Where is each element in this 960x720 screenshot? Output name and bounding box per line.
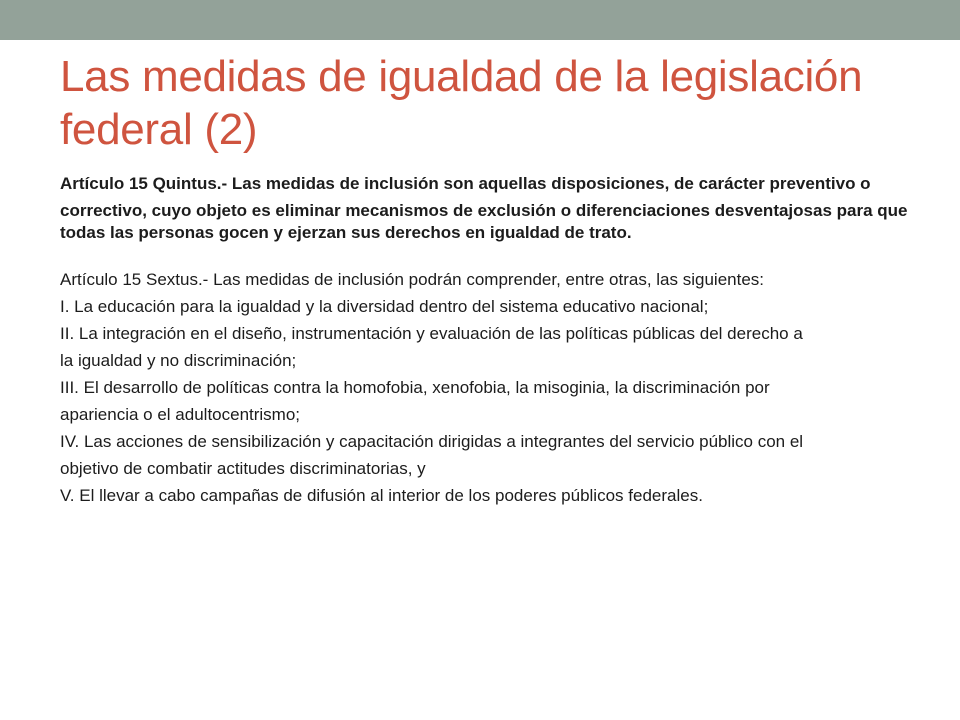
slide-title: Las medidas de igualdad de la legislación federal (2) xyxy=(60,52,863,154)
measure-ii-continued: la igualdad y no discriminación; xyxy=(60,351,297,370)
article-quintus-line-2: correctivo, cuyo objeto es eliminar mecanismos de exclusión o diferenciaciones desventajosas para que todas las personas gocen y ejerzan sus derechos en igualdad de trato. xyxy=(60,201,908,242)
top-accent-bar xyxy=(0,0,960,40)
measure-ii: II. La integración en el diseño, instrumentación y evaluación de las políticas públicas del derecho a xyxy=(60,324,803,343)
article-quintus-line-1: Artículo 15 Quintus.- Las medidas de inclusión son aquellas disposiciones, de carácter preventivo o xyxy=(60,174,871,193)
measure-i: I. La educación para la igualdad y la diversidad dentro del sistema educativo nacional; xyxy=(60,297,709,316)
measure-iv: IV. Las acciones de sensibilización y capacitación dirigidas a integrantes del servicio público con el xyxy=(60,432,804,451)
measure-iv-continued: objetivo de combatir actitudes discriminatorias, y xyxy=(60,459,426,478)
measure-iii: III. El desarrollo de políticas contra la homofobia, xenofobia, la misoginia, la discriminación por xyxy=(60,378,770,397)
article-sextus-intro: Artículo 15 Sextus.- Las medidas de inclusión podrán comprender, entre otras, las siguientes: xyxy=(60,270,764,289)
measure-iii-continued: apariencia o el adultocentrismo; xyxy=(60,405,301,424)
paragraph-spacer xyxy=(60,249,912,269)
measure-v: V. El llevar a cabo campañas de difusión al interior de los poderes públicos federales. xyxy=(60,486,703,505)
slide-body xyxy=(60,173,912,512)
